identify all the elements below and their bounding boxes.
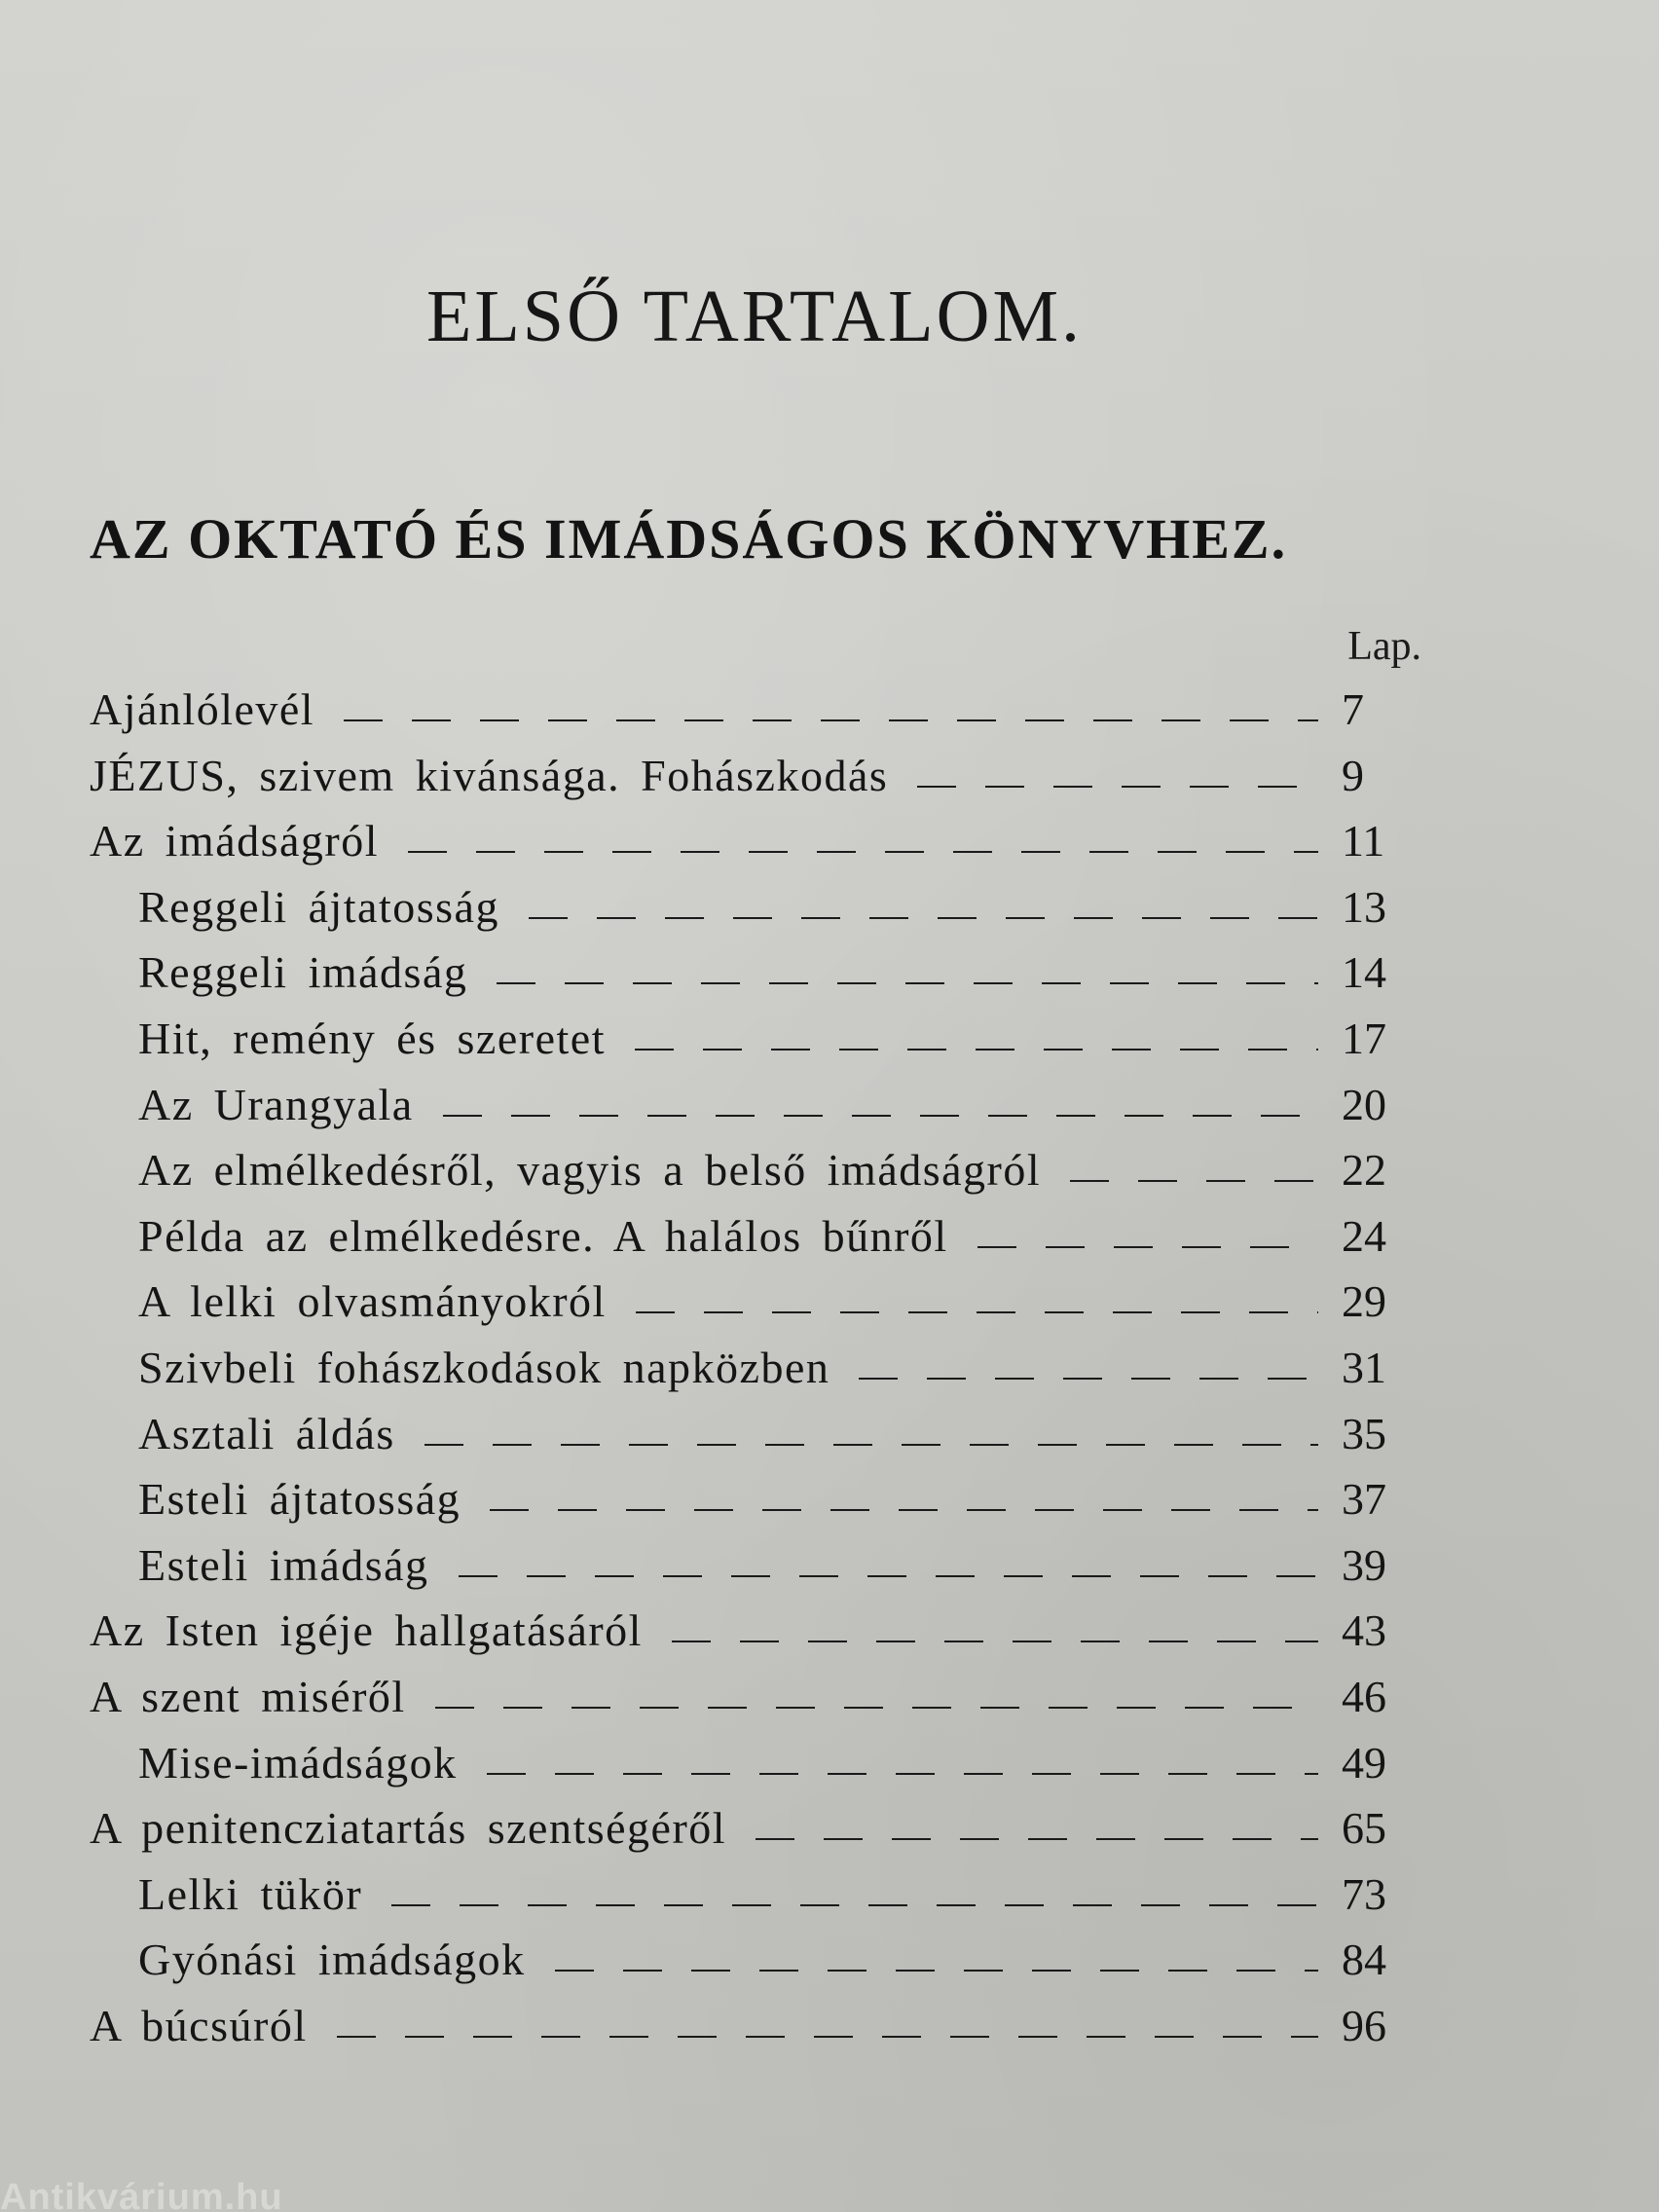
toc-entry: [138, 1737, 1431, 1803]
toc-entry-page-number: 46: [1342, 1672, 1386, 1721]
toc-entry-page-number: 13: [1342, 882, 1386, 932]
toc-entry: [138, 946, 1431, 1013]
toc-entry-page-number: 29: [1342, 1276, 1386, 1326]
toc-entry: [138, 1275, 1431, 1342]
toc-entry-title: Ajánlólevél: [90, 684, 315, 734]
toc-entry-title: JÉZUS, szivem kivánsága. Fohászkodás: [90, 751, 889, 800]
toc-entry-page-number: 96: [1342, 2001, 1386, 2050]
toc-entry-title: Példa az elmélkedésre. A halálos bűnről: [138, 1211, 948, 1261]
toc-entry-page-number: 14: [1342, 947, 1386, 997]
page-title: ELSŐ TARTALOM.: [425, 276, 1084, 357]
toc-entry-title: Az Urangyala: [138, 1080, 414, 1129]
dash-leader: [435, 1707, 1318, 1709]
dash-leader: [408, 851, 1318, 853]
toc-entry: [90, 2000, 1431, 2066]
toc-entry-page-number: 20: [1342, 1080, 1386, 1129]
toc-entry-title: Gyónási imádságok: [138, 1935, 526, 1984]
toc-entry: [90, 815, 1431, 881]
toc-entry-page-number: 7: [1342, 684, 1364, 734]
dash-leader: [555, 1970, 1318, 1972]
dash-leader: [859, 1378, 1318, 1380]
dash-leader: [344, 719, 1318, 721]
dash-leader: [977, 1246, 1318, 1248]
dash-leader: [917, 786, 1318, 788]
toc-entry-page-number: 9: [1342, 751, 1364, 800]
toc-entry: [90, 683, 1431, 750]
toc-entry: [138, 881, 1431, 947]
dash-leader: [443, 1115, 1318, 1117]
toc-entry: [138, 1013, 1431, 1079]
toc-entry-page-number: 73: [1342, 1869, 1386, 1919]
toc-entry-title: Esteli imádság: [138, 1540, 429, 1590]
dash-leader: [672, 1641, 1318, 1642]
toc-entry-page-number: 84: [1342, 1935, 1386, 1984]
toc-entry-title: A búcsúról: [90, 2001, 308, 2050]
toc-entry-title: Szivbeli fohászkodások napközben: [138, 1343, 830, 1392]
toc-entry: [138, 1408, 1431, 1474]
dash-leader: [636, 1311, 1318, 1313]
toc-entry-title: A szent miséről: [90, 1672, 406, 1721]
dash-leader: [487, 1773, 1318, 1775]
dash-leader: [391, 1904, 1318, 1906]
toc-entry-title: Asztali áldás: [138, 1409, 395, 1458]
toc-entry-page-number: 43: [1342, 1605, 1386, 1655]
dash-leader: [529, 917, 1318, 919]
toc-entry: [138, 1934, 1431, 2000]
toc-entry-title: A penitencziatartás szentségéről: [90, 1803, 727, 1853]
section-heading: AZ OKTATÓ ÉS IMÁDSÁGOS KÖNYVHEZ.: [90, 507, 1288, 571]
toc-entry-page-number: 49: [1342, 1738, 1386, 1788]
toc-entry: [138, 1079, 1431, 1145]
watermark: Antikvárium.hu: [0, 2177, 283, 2212]
toc-entry-page-number: 22: [1342, 1145, 1386, 1195]
dash-leader: [337, 2036, 1318, 2038]
toc-entry: [138, 1210, 1431, 1276]
toc-entry-title: Reggeli ájtatosság: [138, 882, 499, 932]
toc-entry: [90, 1802, 1431, 1868]
toc-entry-title: Az imádságról: [90, 816, 380, 866]
dash-leader: [756, 1838, 1318, 1840]
toc-entry: [138, 1342, 1431, 1408]
toc-entry-title: Mise-imádságok: [138, 1738, 458, 1788]
toc-entry-page-number: 37: [1342, 1474, 1386, 1524]
toc-entry: [138, 1473, 1431, 1539]
page-column-header: Lap.: [1347, 624, 1421, 669]
dash-leader: [490, 1509, 1318, 1511]
toc-entry: [138, 1539, 1431, 1605]
toc-entry-page-number: 31: [1342, 1343, 1386, 1392]
toc-entry: [90, 1671, 1431, 1737]
toc-entry-page-number: 39: [1342, 1540, 1386, 1590]
toc-entry-title: Reggeli imádság: [138, 947, 468, 997]
toc-entry: [90, 1604, 1431, 1671]
toc-entry-page-number: 24: [1342, 1211, 1386, 1261]
toc-entry: [138, 1144, 1431, 1210]
toc-entry-title: Az elmélkedésről, vagyis a belső imádságról: [138, 1145, 1042, 1195]
toc-entry-page-number: 35: [1342, 1409, 1386, 1458]
toc-entry-title: A lelki olvasmányokról: [138, 1276, 607, 1326]
toc-entry-title: Hit, remény és szeretet: [138, 1014, 606, 1063]
toc-entry-title: Az Isten igéje hallgatásáról: [90, 1605, 643, 1655]
dash-leader: [635, 1049, 1318, 1051]
toc-entry-page-number: 17: [1342, 1014, 1386, 1063]
dash-leader: [497, 982, 1318, 984]
toc-entry-title: Lelki tükör: [138, 1869, 363, 1919]
toc-entry-page-number: 11: [1342, 816, 1385, 866]
toc-entry: [138, 1868, 1431, 1935]
dash-leader: [424, 1444, 1318, 1446]
toc-entry: [90, 750, 1431, 816]
dash-leader: [459, 1575, 1318, 1577]
toc-entry-page-number: 65: [1342, 1803, 1386, 1853]
toc-entry-title: Esteli ájtatosság: [138, 1474, 461, 1524]
dash-leader: [1070, 1180, 1318, 1182]
